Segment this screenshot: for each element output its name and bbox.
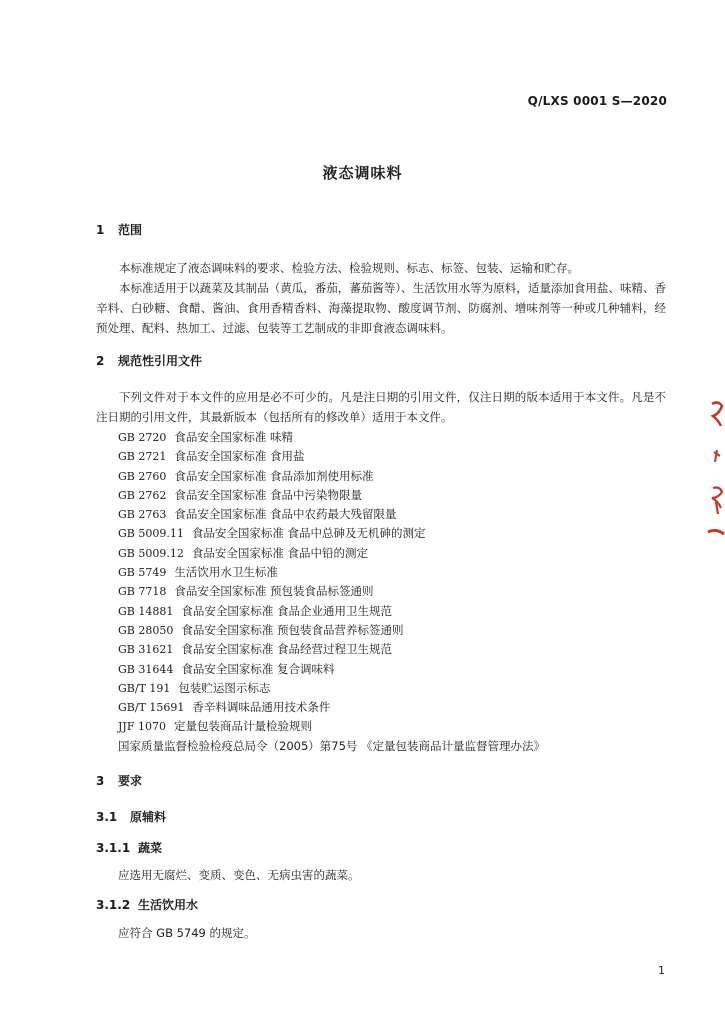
subsection-3-1-2-heading (96, 896, 198, 913)
reference-code: GB 2760 (118, 469, 167, 483)
section-1-heading (96, 221, 142, 238)
reference-item (118, 524, 545, 543)
reference-code: GB 31621 (118, 643, 174, 657)
reference-title: 食品安全国家标准 食品企业通用卫生规范 (181, 603, 393, 618)
reference-list (118, 428, 545, 756)
subsection-3-1-1-text: 应选用无腐烂、变质、变色、无病虫害的蔬菜。 (118, 868, 360, 882)
reference-item (118, 698, 545, 717)
reference-code: JJF 1070 (118, 720, 166, 734)
reference-title: 定量包装商品计量检验规则 (173, 719, 312, 734)
decree-item: 国家质量监督检验检疫总局令（2005）第75号 《定量包装商品计量监督管理办法》 (118, 738, 546, 753)
section-3-heading (96, 772, 142, 789)
standard-code: Q/LXS 0001 S—2020 (527, 94, 667, 108)
red-seal-fragment (704, 392, 725, 552)
reference-item (118, 467, 545, 486)
reference-item (118, 505, 545, 524)
section-title: 规范性引用文件 (118, 354, 203, 368)
reference-item (118, 660, 545, 679)
reference-item (118, 563, 545, 582)
reference-item (118, 582, 545, 601)
reference-code: GB 28050 (118, 623, 174, 637)
reference-title: 食品安全国家标准 预包装食品营养标签通则 (181, 622, 404, 637)
reference-item (118, 717, 545, 736)
reference-code: GB 2720 (118, 431, 167, 444)
section-number: 2 (96, 354, 105, 368)
reference-code: GB 5009.11 (118, 527, 184, 541)
subsection-number: 3.1.1 (96, 841, 131, 855)
subsection-title: 蔬菜 (138, 841, 163, 855)
reference-title: 包装贮运图示标志 (178, 680, 271, 695)
subsection-3-1-2-text: 应符合 GB 5749 的规定。 (118, 926, 256, 940)
reference-title: 食品安全国家标准 食品经营过程卫生规范 (181, 642, 393, 657)
reference-title: 食品安全国家标准 食品中农药最大残留限量 (174, 507, 397, 522)
reference-title: 食品安全国家标准 食用盐 (174, 449, 305, 464)
section-title: 范围 (118, 223, 143, 237)
reference-title: 食品安全国家标准 食品添加剂使用标准 (174, 468, 374, 483)
section-2-heading (96, 352, 202, 369)
reference-code: GB 5009.12 (118, 546, 184, 560)
subsection-title: 原辅料 (130, 810, 167, 824)
section-title: 要求 (118, 774, 143, 788)
reference-title: 生活饮用水卫生标准 (174, 565, 278, 580)
reference-code: GB 2762 (118, 488, 167, 502)
reference-code: GB 14881 (118, 604, 174, 618)
reference-code: GB/T 15691 (118, 701, 185, 715)
reference-item (118, 486, 545, 505)
reference-title: 香辛料调味品通用技术条件 (192, 700, 331, 715)
reference-title: 食品安全国家标准 预包装食品标签通则 (174, 584, 374, 599)
document-title: 液态调味料 (322, 164, 403, 182)
section-number: 3 (96, 774, 105, 788)
subsection-number: 3.1 (96, 810, 118, 824)
reference-item (118, 544, 545, 563)
reference-code: GB 2763 (118, 508, 167, 522)
section-2-intro: 下列文件对于本文件的应用是必不可少的。凡是注日期的引用文件，仅注日期的版本适用于本文件。凡是不注日期的引用文件，其最新版本（包括所有的修改单）适用于本文件。 (96, 390, 666, 424)
reference-item (118, 640, 545, 659)
reference-code: GB 31644 (118, 662, 174, 676)
reference-title: 食品安全国家标准 食品中总砷及无机砷的测定 (191, 526, 426, 541)
reference-title: 食品安全国家标准 食品中污染物限量 (174, 487, 363, 502)
section-1-paragraph-1: 本标准规定了液态调味料的要求、检验方法、检验规则、标志、标签、包装、运输和贮存。 (119, 261, 579, 275)
subsection-3-1-1-heading (96, 839, 162, 856)
reference-item (118, 621, 545, 640)
reference-code: GB 5749 (118, 566, 167, 580)
reference-title: 食品安全国家标准 食品中铅的测定 (191, 545, 369, 560)
subsection-3-1-heading (96, 808, 166, 825)
reference-item (118, 602, 545, 621)
reference-title: 食品安全国家标准 复合调味料 (181, 661, 335, 676)
section-number: 1 (96, 223, 105, 237)
reference-code: GB 2721 (118, 450, 167, 464)
reference-code: GB 7718 (118, 585, 167, 599)
reference-item (118, 447, 545, 466)
reference-code: GB/T 191 (118, 681, 171, 695)
reference-item (118, 679, 545, 698)
reference-item (118, 428, 545, 447)
subsection-title: 生活饮用水 (138, 898, 199, 912)
subsection-number: 3.1.2 (96, 898, 131, 912)
page-number: 1 (658, 964, 665, 977)
reference-title: 食品安全国家标准 味精 (174, 430, 294, 444)
section-1-paragraph-2: 本标准适用于以蔬菜及其制品（黄瓜，番茄，蕃茄酱等）、生活饮用水等为原料，适量添加食用盐、味精、香辛料、白砂糖、食醋、酱油、食用香精香料、海藻提取物、酸度调节剂、防腐剂、增味剂等一种或几种辅料，经预处理、配料、热加工、过滤、包装等工艺制成的非即食液态调味料。 (96, 281, 666, 335)
